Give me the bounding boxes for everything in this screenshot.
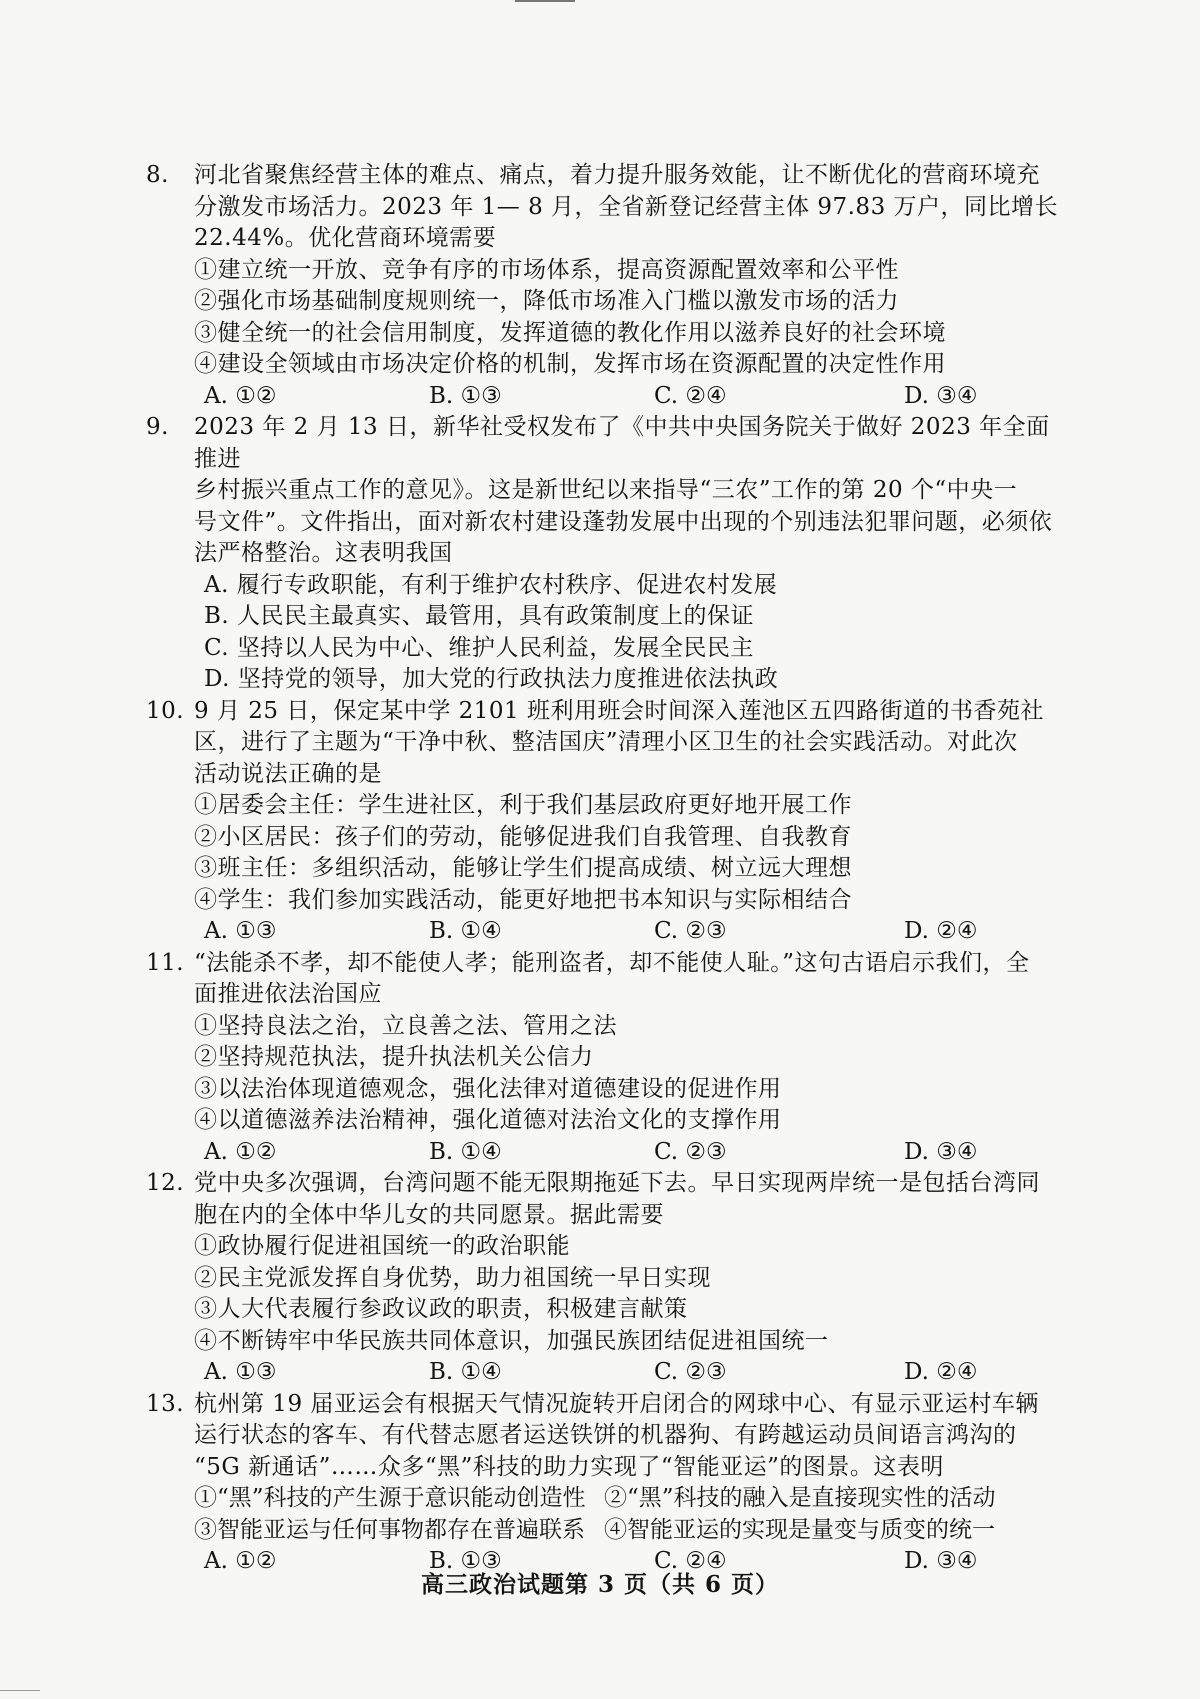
question-9	[146, 412, 1066, 696]
stem-line: 运行状态的客车、有代替志愿者运送铁饼的机器狗、有跨越运动员间语言鸿沟的	[194, 1422, 1017, 1448]
statement: ①政协履行促进祖国统一的政治职能	[194, 1233, 570, 1259]
choice-c: C. ②④	[654, 1548, 727, 1574]
choice-c: C. ②④	[654, 382, 727, 409]
choice-b: B. ①③	[429, 382, 502, 409]
statement: ④不断铸牢中华民族共同体意识，加强民族团结促进祖国统一	[194, 1327, 829, 1354]
question-10	[146, 696, 1066, 948]
question-number: 13.	[146, 1390, 185, 1417]
question-stem	[146, 696, 1066, 791]
option-c: C. 坚持以人民为中心、维护人民利益，发展全民民主	[204, 634, 754, 661]
choice-b: B. ①④	[429, 1138, 502, 1165]
choice-b: B. ①③	[429, 1548, 502, 1574]
statement: ①居委会主任：学生进社区，利于我们基层政府更好地开展工作	[194, 792, 852, 818]
statement: ③健全统一的社会信用制度，发挥道德的教化作用以滋养良好的社会环境	[194, 319, 946, 346]
choice-d: D. ②④	[904, 918, 978, 944]
question-number: 9.	[146, 414, 169, 440]
choice-c: C. ②③	[654, 1359, 727, 1385]
exam-page	[146, 160, 1066, 1578]
statement: ①坚持良法之治，立良善之法、管用之法	[194, 1012, 617, 1039]
statement: ①建立统一开放、竞争有序的市场体系，提高资源配置效率和公平性	[194, 256, 899, 283]
statement: ③智能亚运与任何事物都存在普遍联系	[194, 1516, 585, 1543]
choice-c: C. ②③	[654, 1138, 727, 1165]
stem-line: 活动说法正确的是	[194, 760, 382, 787]
statement: ③以法治体现道德观念，强化法律对道德建设的促进作用	[194, 1075, 782, 1102]
choice-a: A. ①②	[204, 1138, 277, 1165]
choices-row	[146, 1357, 1066, 1389]
statement: ②民主党派发挥自身优势，助力祖国统一早日实现	[194, 1264, 711, 1291]
question-stem	[146, 1389, 1066, 1484]
question-stem	[146, 160, 1066, 255]
stem-line: 2023 年 2 月 13 日，新华社受权发布了《中共中央国务院关于做好 2023 年全面推进	[194, 414, 1050, 472]
statement: ①“黑”科技的产生源于意识能动创造性	[194, 1485, 586, 1511]
question-number: 11.	[146, 949, 185, 976]
choice-d: D. ③④	[904, 1548, 978, 1574]
stem-line: 河北省聚焦经营主体的难点、痛点，着力提升服务效能，让不断优化的营商环境充	[194, 162, 1040, 188]
option-d: D. 坚持党的领导，加大党的行政执法力度推进依法执政	[204, 666, 779, 692]
question-number: 10.	[146, 697, 185, 724]
statement: ④以道德滋养法治精神，强化道德对法治文化的支撑作用	[194, 1107, 782, 1133]
choice-a: A. ①③	[204, 918, 277, 944]
statement: ④建设全领域由市场决定价格的机制，发挥市场在资源配置的决定性作用	[194, 351, 946, 377]
choices-row	[146, 916, 1066, 948]
statement: ④智能亚运的实现是量变与质变的统一	[604, 1516, 995, 1543]
question-11	[146, 948, 1066, 1169]
question-12	[146, 1168, 1066, 1389]
question-stem	[146, 1168, 1066, 1231]
stem-line: 22.44%。优化营商环境需要	[194, 225, 497, 251]
question-number: 8.	[146, 162, 169, 188]
option-b: B. 人民民主最真实、最管用，具有政策制度上的保证	[204, 603, 755, 629]
statement: ③班主任：多组织活动，能够让学生们提高成绩、树立远大理想	[194, 855, 852, 881]
question-number: 12.	[146, 1170, 185, 1196]
stem-line: 区，进行了主题为“干净中秋、整洁国庆”清理小区卫生的社会实践活动。对此次	[194, 729, 1018, 755]
top-scan-mark	[515, 0, 575, 2]
choice-a: A. ①②	[204, 382, 277, 409]
statement: ②坚持规范执法，提升执法机关公信力	[194, 1044, 594, 1070]
choice-d: D. ③④	[904, 1138, 978, 1165]
question-stem	[146, 948, 1066, 1011]
stem-line: 面推进依法治国应	[194, 981, 382, 1007]
statement: ④学生：我们参加实践活动，能更好地把书本知识与实际相结合	[194, 886, 852, 913]
stem-line: 杭州第 19 届亚运会有根据天气情况旋转开启闭合的网球中心、有显示亚运村车辆	[194, 1390, 1039, 1417]
stem-line: 胞在内的全体中华儿女的共同愿景。据此需要	[194, 1201, 664, 1228]
statements-grid	[146, 1483, 1066, 1546]
question-stem	[146, 412, 1066, 570]
page-footer: 高三政治试题第 3 页（共 6 页）	[420, 1571, 780, 1598]
choices-row	[146, 1137, 1066, 1169]
stem-line: 号文件”。文件指出，面对新农村建设蓬勃发展中出现的个别违法犯罪问题，必须依	[194, 508, 1053, 535]
choice-d: D. ③④	[904, 382, 978, 409]
choice-c: C. ②③	[654, 918, 727, 944]
stem-line: 法严格整治。这表明我国	[194, 540, 453, 566]
stem-line: “法能杀不孝，却不能使人孝；能刑盗者，却不能使人耻。”这句古语启示我们，全	[194, 949, 1030, 976]
question-13	[146, 1389, 1066, 1578]
stem-line: “5G 新通话”……众多“黑”科技的助力实现了“智能亚运”的图景。这表明	[194, 1453, 944, 1480]
choice-b: B. ①④	[429, 1359, 502, 1385]
question-8	[146, 160, 1066, 412]
stem-line: 党中央多次强调，台湾问题不能无限期拖延下去。早日实现两岸统一是包括台湾同	[194, 1170, 1040, 1196]
statement: ③人大代表履行参政议政的职责，积极建言献策	[194, 1296, 688, 1322]
choice-a: A. ①②	[204, 1548, 277, 1574]
choice-d: D. ②④	[904, 1359, 978, 1385]
bottom-scan-mark	[0, 1690, 40, 1691]
choices-row	[146, 381, 1066, 413]
stem-line: 9 月 25 日，保定某中学 2101 班利用班会时间深入莲池区五四路街道的书香苑社	[194, 697, 1044, 724]
stem-line: 乡村振兴重点工作的意见》。这是新世纪以来指导“三农”工作的第 20 个“中央一	[194, 477, 1018, 503]
choice-b: B. ①④	[429, 918, 502, 944]
stem-line: 分激发市场活力。2023 年 1— 8 月，全省新登记经营主体 97.83 万户，同比增长	[194, 193, 1059, 220]
statement: ②“黑”科技的融入是直接现实性的活动	[604, 1485, 996, 1511]
choice-a: A. ①③	[204, 1359, 277, 1385]
statement: ②强化市场基础制度规则统一，降低市场准入门槛以激发市场的活力	[194, 288, 899, 314]
statement: ②小区居民：孩子们的劳动，能够促进我们自我管理、自我教育	[194, 823, 852, 850]
option-a: A. 履行专政职能，有利于维护农村秩序、促进农村发展	[204, 571, 778, 598]
